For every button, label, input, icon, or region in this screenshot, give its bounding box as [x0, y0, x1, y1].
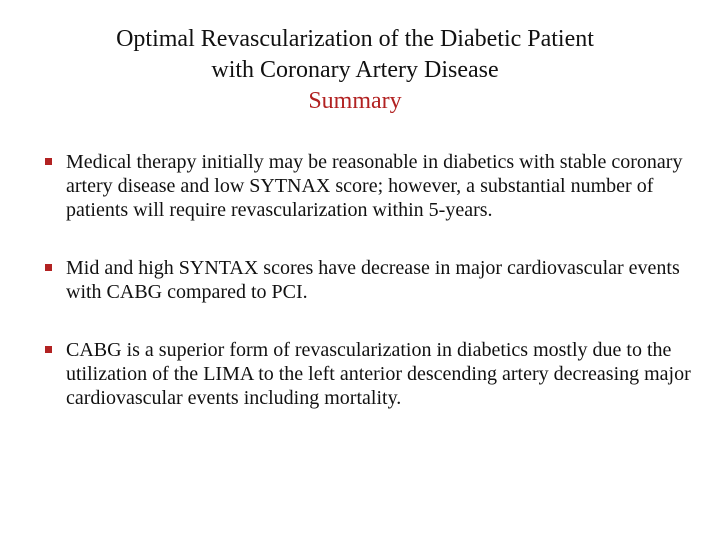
- bullet-list: [42, 150, 692, 410]
- square-bullet-icon: [45, 158, 52, 165]
- square-bullet-icon: [45, 264, 52, 271]
- slide-title: [0, 24, 710, 117]
- title-line-2: with Coronary Artery Disease: [211, 57, 499, 83]
- bullet-item: [42, 150, 692, 222]
- bullet-item: [42, 338, 692, 410]
- slide-subtitle: Summary: [308, 88, 402, 114]
- title-line-1: Optimal Revascularization of the Diabetic Patient: [116, 26, 594, 52]
- bullet-text: Medical therapy initially may be reasonable in diabetics with stable coronary artery disease and low SYTNAX score; however, a substantial number of patients will require revascularization within 5-years.: [66, 151, 683, 221]
- square-bullet-icon: [45, 346, 52, 353]
- bullet-text: CABG is a superior form of revascularization in diabetics mostly due to the utilization of the LIMA to the left anterior descending artery decreasing major cardiovascular events including mortality.: [66, 339, 691, 409]
- bullet-item: [42, 256, 692, 304]
- bullet-text: Mid and high SYNTAX scores have decrease in major cardiovascular events with CABG compared to PCI.: [66, 257, 680, 303]
